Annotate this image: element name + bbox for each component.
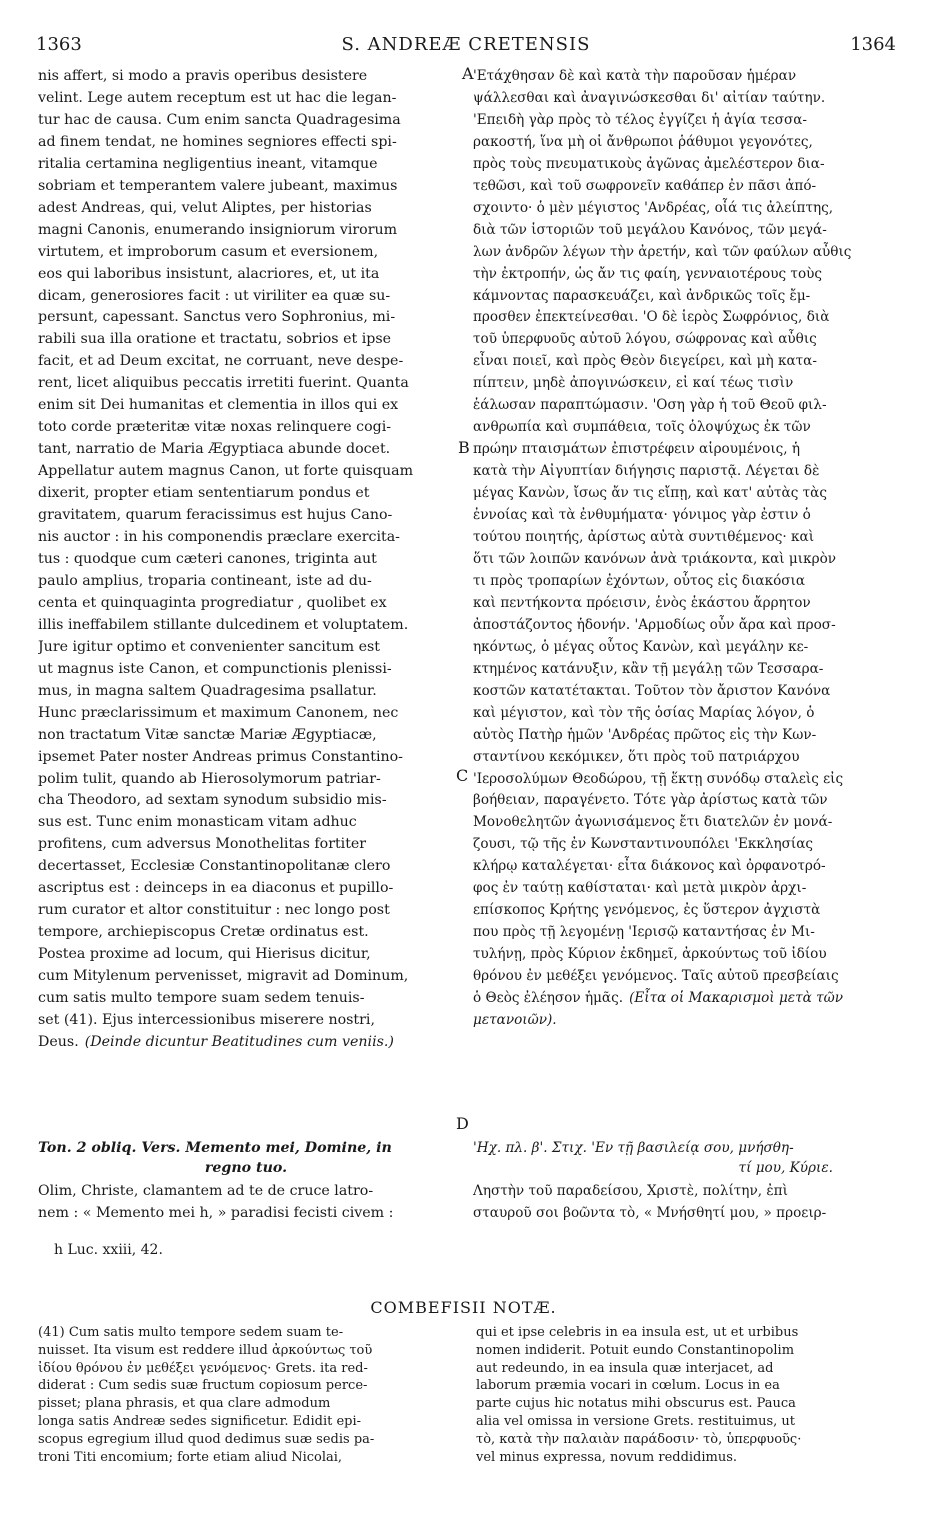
greek-text-line: σχοιντο· ὁ μὲν μέγιστος 'Ανδρέας, οἷά τις ἀλείπτης, xyxy=(473,199,834,216)
greek-text-line: βοήθειαν, παραγένετο. Τότε γὰρ ἀρίστως κατὰ τῶν xyxy=(473,792,828,809)
note-line: parte cujus hic notatus mihi obscurus est. Pauca xyxy=(476,1396,796,1412)
latin-text-line: nis affert, si modo a pravis operibus desistere xyxy=(38,68,368,84)
greek-text-line: καὶ μέγιστον, καὶ τὸν τῆς ὁσίας Μαρίας λόγον, ὁ xyxy=(473,704,815,721)
latin-text-line: centa et quinquaginta progrediatur , quolibet ex xyxy=(38,594,387,611)
section-marker-c: C xyxy=(456,766,469,785)
latin-text-line: Jure igitur optimo et convenienter sancitum est xyxy=(38,638,380,655)
note-line: troni Titi encomium; forte etiam aliud Nicolai, xyxy=(38,1449,343,1465)
latin-text-line: polim tulit, quando ab Hierosolymorum patriar- xyxy=(38,770,381,787)
latin-troparion-line: nem : « Memento mei h, » paradisi fecisti civem : xyxy=(38,1205,394,1221)
latin-text-line: decertasset, Ecclesiæ Constantinopolitanæ clero xyxy=(38,858,391,875)
latin-text-line: sobriam et temperantem valere jubeant, maximus xyxy=(38,177,398,194)
latin-text-line: ipsemet Pater noster Andreas primus Constantino- xyxy=(38,748,403,765)
greek-text-line: ἀποστάζοντος ἡδονήν. 'Αρμοδίως οὖν ἄρα καὶ προσ- xyxy=(473,616,836,633)
latin-text-line: illis ineffabilem stillante dulcedinem et voluptatem. xyxy=(38,616,409,633)
greek-text-line: κάμνοντας παρασκευάζει, καὶ ἀνδρικῶς τοῖς ἔμ- xyxy=(473,287,811,304)
note-line: (41) Cum satis multo tempore sedem suam te- xyxy=(38,1325,344,1340)
latin-text-line: adest Andreas, qui, velut Aliptes, per historias xyxy=(38,199,372,216)
latin-text-line: cum satis multo tempore suam sedem tenuis- xyxy=(38,990,365,1007)
greek-column xyxy=(473,66,893,1032)
latin-text-line: tempore, archiepiscopus Cretæ ordinatus est. xyxy=(38,924,369,941)
latin-text-line: mus, in magna saltem Quadragesima psallatur. xyxy=(38,682,377,699)
note-line: laborum præmia vocari in cœlum. Locus in ea xyxy=(476,1378,780,1394)
greek-text-line: καὶ πεντήκοντα πρόεισιν, ἑνὸς ἑκάστου ἄρρητον xyxy=(473,594,811,611)
note-line: τὸ, κατὰ τὴν παλαιὰν παράδοσιν· τὸ, ὑπερφυοῦς· xyxy=(476,1431,802,1447)
greek-text-line: Μονοθελητῶν ἀγωνισάμενος ἔτι διατελῶν ἐν μονά- xyxy=(473,814,833,831)
greek-rubric: (Εἶτα οἱ Μακαρισμοὶ μετὰ τῶν xyxy=(629,990,843,1007)
section-marker-d: D xyxy=(456,1114,469,1133)
latin-text-line: eos qui laboribus insistunt, alacriores, et, ut ita xyxy=(38,265,380,282)
greek-text-line: ηκόντως, ὁ μέγας οὗτος Κανὼν, καὶ μεγάλην κε- xyxy=(473,638,809,655)
latin-text-line: gravitatem, quarum feracissimus est hujus Cano- xyxy=(38,507,393,524)
notes-left-column xyxy=(38,1324,454,1466)
greek-text-line: πρώην πταισμάτων ἐπιστρέφειν αἱρουμένοις, ἡ xyxy=(473,441,801,458)
greek-text-line: λων ἀνδρῶν λέγων τὴν ἀρετήν, καὶ τῶν φαύλων αὖθις xyxy=(473,243,852,260)
greek-text-line: ἐννοίας καὶ τὰ ἐνθυμήματα· γόνιμος γὰρ ἐστιν ὁ xyxy=(473,507,811,524)
latin-text-line: magni Canonis, enumerando insigniorum virorum xyxy=(38,221,398,238)
latin-text-line: set (41). Ejus intercessionibus miserere nostri, xyxy=(38,1011,375,1028)
greek-verse-line1: 'Ηχ. πλ. β'. Στιχ. 'Εν τῇ βασιλείᾳ σου, μνήσθη- xyxy=(473,1140,794,1156)
greek-text-line: τοῦ ὑπερφυοῦς αὐτοῦ λόγου, σώφρονας καὶ αὖθις xyxy=(473,331,817,348)
greek-text-line: εἶναι ποιεῖ, καὶ πρὸς Θεὸν διεγείρει, καὶ μὴ κατα- xyxy=(473,353,817,370)
greek-verse-heading xyxy=(473,1138,893,1178)
latin-text-line: tus : quodque cum cæteri canones, triginta aut xyxy=(38,550,377,567)
latin-text-line: persunt, capessant. Sanctus vero Sophronius, mi- xyxy=(38,309,396,326)
latin-text-line: Hunc præclarissimum et maximum Canonem, nec xyxy=(38,704,399,721)
note-line: pisset; plana phrasis, et qua clare admodum xyxy=(38,1396,331,1412)
section-marker-b: B xyxy=(458,438,470,457)
latin-text-line: facit, et ad Deum excitat, ne corruant, neve despe- xyxy=(38,353,404,370)
greek-text-line: επίσκοπος Κρήτης γενόμενος, ἐς ὕστερον ἀγχιστὰ xyxy=(473,902,821,919)
greek-closing-text: ὁ Θεὸς ἐλέησον ἡμᾶς. xyxy=(473,990,624,1007)
latin-text-line: dixerit, propter etiam sententiarum pondus et xyxy=(38,485,370,502)
latin-column xyxy=(38,66,454,1054)
latin-text-line: Appellatur autem magnus Canon, ut forte quisquam xyxy=(38,463,414,480)
latin-text-line: nis auctor : in his componendis præclare exercita- xyxy=(38,529,400,546)
note-line: vel minus expressa, novum reddidimus. xyxy=(476,1449,738,1465)
greek-troparion-line: σταυροῦ σοι βοῶντα τὸ, « Μνήσθητί μου, » προειρ- xyxy=(473,1205,827,1221)
section-marker-a: A xyxy=(462,64,474,83)
greek-rubric-continued: μετανοιῶν). xyxy=(473,1011,557,1028)
greek-text-line: προσθεν ἐπεκτείνεσθαι. 'Ο δὲ ἱερὸς Σωφρόνιος, διὰ xyxy=(473,309,830,326)
latin-text-line: ritalia certamina negligentius ineant, vitamque xyxy=(38,155,378,172)
note-line: longa satis Andreæ sedes significetur. Edidit epi- xyxy=(38,1413,362,1429)
notes-right-column xyxy=(476,1324,894,1466)
latin-text-line: ascriptus est : deinceps in ea diaconus et pupillo- xyxy=(38,880,394,897)
latin-text-line: sus est. Tunc enim monasticam vitam adhuc xyxy=(38,814,357,831)
greek-text-line: ζουσι, τῷ τῆς ἐν Κωνσταντινουπόλει 'Εκκλησίας xyxy=(473,836,814,853)
greek-text-line: κοστῶν κατατέτακται. Τοῦτον τὸν ἄριστον Κανόνα xyxy=(473,682,831,699)
note-line: aut redeundo, in ea insula quæ interjacet, ad xyxy=(476,1360,774,1376)
latin-text-line: paulo amplius, troparia contineant, iste ad du- xyxy=(38,572,372,589)
greek-text-line: αὐτὸς Πατὴρ ἡμῶν 'Ανδρέας πρῶτος εἰς τὴν Κων- xyxy=(473,726,817,743)
greek-text-line: κτημένος κατάνυξιν, κἂν τῇ μεγάλῃ τῶν Τεσσαρα- xyxy=(473,660,824,677)
latin-text-line: ut magnus iste Canon, et compunctionis plenissi- xyxy=(38,660,392,677)
latin-closing-word: Deus. xyxy=(38,1033,79,1050)
greek-text-line: θρόνου ἐν μεθέξει γενόμενος. Ταῖς αὐτοῦ πρεσβείαις xyxy=(473,968,839,985)
greek-text-line: 'Ετάχθησαν δὲ καὶ κατὰ τὴν παροῦσαν ἡμέραν xyxy=(473,68,797,84)
latin-verse-line2: regno tuo. xyxy=(204,1160,288,1176)
greek-text-line: σταντίνου κεκόμικεν, ὅτι πρὸς τοῦ πατριάρχου xyxy=(473,748,800,765)
note-line: nomen indiderit. Potuit eundo Constantinopolim xyxy=(476,1342,795,1358)
latin-text-line: non tractatum Vitæ sanctæ Mariæ Ægyptiacæ, xyxy=(38,726,377,743)
note-line: diderat : Cum sedis suæ fructum copiosum perce- xyxy=(38,1378,368,1394)
latin-verse-heading xyxy=(38,1138,454,1178)
greek-text-line: τι πρὸς τροπαρίων ἐχόντων, οὗτος εἰς διακόσια xyxy=(473,572,806,589)
latin-text-line: rent, licet aliquibus peccatis irretiti fuerint. Quanta xyxy=(38,375,409,392)
greek-text-line: κατὰ τὴν Αἰγυπτίαν διήγησις παριστᾷ. Λέγεται δὲ xyxy=(473,463,820,480)
greek-text-line: τούτου ποιητής, ἀρίστως αὐτὰ συντιθέμενος· καὶ xyxy=(473,529,815,546)
greek-text-line: μέγας Κανὼν, ἴσως ἄν τις εἴπῃ, καὶ κατ' αὐτὰς τὰς xyxy=(473,485,827,502)
latin-troparion xyxy=(38,1180,454,1224)
greek-text-line: πρὸς τοὺς πνευματικοὺς ἀγῶνας ἀμελέστερον δια- xyxy=(473,155,825,172)
greek-text-line: φος ἐν ταύτῃ καθίσταται· καὶ μετὰ μικρὸν ἀρχι- xyxy=(473,880,807,897)
latin-text-line: toto corde præteritæ vitæ noxas relinquere cogi- xyxy=(38,419,392,436)
footnote-reference: h Luc. xxiii, 42. xyxy=(54,1242,163,1258)
greek-text-line: ρακοστή, ἵνα μὴ οἱ ἄνθρωποι ῥάθυμοι γεγονότες, xyxy=(473,133,813,150)
greek-text-line: κλήρῳ καταλέγεται· εἶτα διάκονος καὶ ὀρφανοτρό- xyxy=(473,858,826,875)
notes-title: COMBEFISII NOTÆ. xyxy=(370,1298,557,1317)
latin-text-line: tant, narratio de Maria Ægyptiaca abunde docet. xyxy=(38,441,391,458)
greek-text-line: 'Ιεροσολύμων Θεοδώρου, τῇ ἕκτῃ συνόδῳ σταλεὶς εἰς xyxy=(473,770,844,787)
greek-text-line: πίπτειν, μηδὲ ἀπογινώσκειν, εἰ καί τέως τισὶν xyxy=(473,375,794,392)
latin-rubric: (Deinde dicuntur Beatitudines cum veniis.) xyxy=(84,1033,394,1050)
latin-text-line: cha Theodoro, ad sextam synodum subsidio mis- xyxy=(38,792,387,809)
latin-text-line: rum curator et altor constituitur : nec longo post xyxy=(38,902,390,919)
latin-text-line: velint. Lege autem receptum est ut hac die legan- xyxy=(38,89,397,106)
greek-text-line: τεθῶσι, καὶ τοῦ σωφρονεῖν καθάπερ ἐν πᾶσι ἀπό- xyxy=(473,177,817,194)
greek-text-line: τυλήνῃ, πρὸς Κύριον ἐκδημεῖ, ἀρκούντως τοῦ ἰδίου xyxy=(473,946,827,963)
greek-text-line: που πρὸς τῇ λεγομένῃ 'Ιερισῷ καταντήσας ἐν Μι- xyxy=(473,924,815,941)
note-line: nuisset. Ita visum est reddere illud ἀρκούντως τοῦ xyxy=(38,1342,373,1358)
note-line: scopus egregium illud quod dedimus suæ sedis pa- xyxy=(38,1431,375,1447)
latin-text-line: ad finem tendat, ne homines segniores effecti spi- xyxy=(38,133,397,150)
running-title: S. ANDREÆ CRETENSIS xyxy=(341,34,591,55)
note-line: alia vel omissa in versione Grets. restituimus, ut xyxy=(476,1413,795,1429)
note-line: qui et ipse celebris in ea insula est, ut et urbibus xyxy=(476,1325,799,1340)
greek-text-line: διὰ τῶν ἱστοριῶν τοῦ μεγάλου Κανόνος, τῶν μεγά- xyxy=(473,221,827,238)
greek-text-line: ὅτι τῶν λοιπῶν κανόνων ἀνὰ τριάκοντα, καὶ μικρὸν xyxy=(473,550,837,567)
greek-text-line: τὴν ἐκτροπήν, ὡς ἄν τις φαίη, γενναιοτέρους τοὺς xyxy=(473,265,823,282)
latin-text-line: enim sit Dei humanitas et clementia in illos qui ex xyxy=(38,397,399,414)
greek-text-line: ψάλλεσθαι καὶ ἀναγινώσκεσθαι δι' αἰτίαν ταύτην. xyxy=(473,89,826,106)
latin-verse-line1: Ton. 2 obliq. Vers. Memento mei, Domine, in xyxy=(38,1140,392,1156)
latin-text-line: cum Mitylenum pervenisset, migravit ad Dominum, xyxy=(38,968,409,985)
page-number-right: 1364 xyxy=(850,34,896,55)
greek-troparion xyxy=(473,1180,893,1224)
latin-text-line: virtutem, et improborum casum et eversionem, xyxy=(38,243,379,260)
greek-text-line xyxy=(473,988,893,1010)
latin-text-line xyxy=(38,1032,454,1054)
latin-text-line: profitens, cum adversus Monothelitas fortiter xyxy=(38,836,367,853)
latin-text-line: Postea proxime ad locum, qui Hierisus dicitur, xyxy=(38,946,371,963)
latin-text-line: dicam, generosiores facit : ut viriliter ea quæ su- xyxy=(38,287,391,304)
latin-text-line: rabili sua illa oratione et tractatu, sobrios et ipse xyxy=(38,331,391,348)
greek-text-line: ἑάλωσαν παραπτώμασιν. 'Οση γὰρ ἡ τοῦ Θεοῦ φιλ- xyxy=(473,397,827,414)
page-header xyxy=(36,34,896,60)
greek-text-line: 'Επειδὴ γὰρ πρὸς τὸ τέλος ἐγγίζει ἡ ἁγία τεσσα- xyxy=(473,111,808,128)
greek-troparion-line: Ληστὴν τοῦ παραδείσου, Χριστὲ, πολίτην, ἐπὶ xyxy=(473,1183,788,1199)
note-line: ἰδίου θρόνου ἐν μεθέξει γενόμενος· Grets. ita red- xyxy=(38,1360,368,1376)
page-number-left: 1363 xyxy=(36,34,82,55)
greek-verse-line2: τί μου, Κύριε. xyxy=(738,1160,833,1176)
latin-troparion-line: Olim, Christe, clamantem ad te de cruce latro- xyxy=(38,1183,374,1199)
greek-text-line: ανθρωπία καὶ συμπάθεια, τοῖς ὁλοψύχως ἐκ τῶν xyxy=(473,419,811,436)
latin-text-line: tur hac de causa. Cum enim sancta Quadragesima xyxy=(38,111,401,128)
